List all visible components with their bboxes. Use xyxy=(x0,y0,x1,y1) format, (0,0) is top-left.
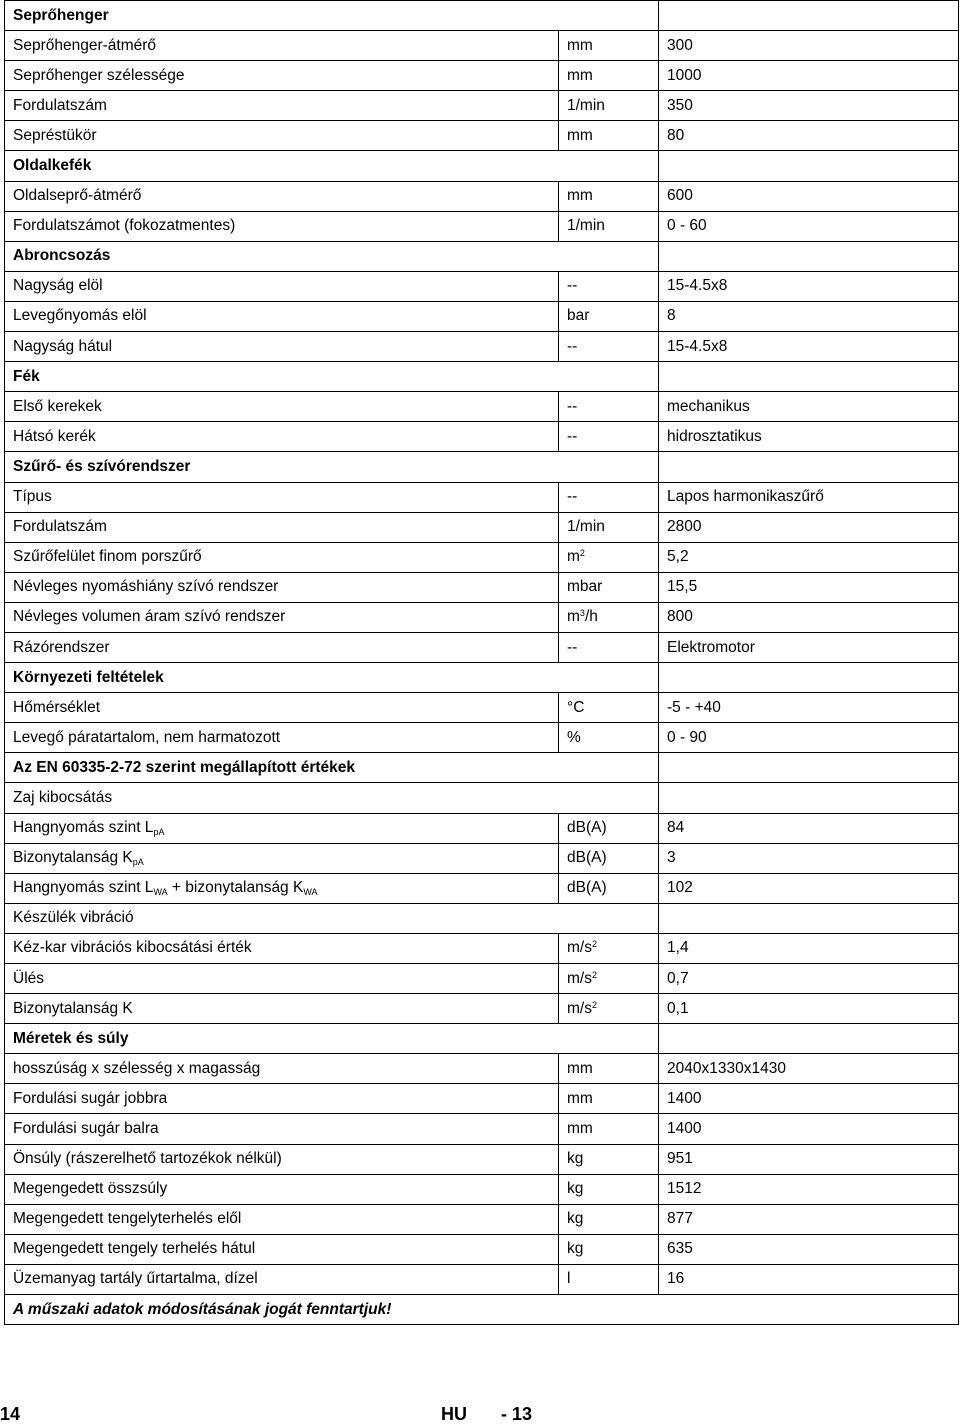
spec-label-cell xyxy=(5,964,559,994)
section-header-row xyxy=(5,1,959,31)
spec-value-cell xyxy=(659,271,959,301)
spec-value: hidrosztatikus xyxy=(667,427,762,445)
spec-value: 8 xyxy=(667,307,676,325)
spec-value-cell xyxy=(659,301,959,331)
spec-unit: m/s xyxy=(567,999,592,1017)
spec-label: Seprőhenger-átmérő xyxy=(13,36,157,54)
spec-label: Megengedett összsúly xyxy=(13,1180,168,1198)
spec-label-cell xyxy=(5,994,559,1024)
spec-row xyxy=(5,301,959,331)
spec-unit: 1/min xyxy=(567,518,605,536)
spec-label-cell xyxy=(5,542,559,572)
spec-value: 0,1 xyxy=(667,999,689,1017)
spec-unit: kg xyxy=(567,1240,584,1258)
spec-label-cell xyxy=(5,61,559,91)
spec-value-cell xyxy=(659,422,959,452)
spec-row xyxy=(5,1114,959,1144)
empty-cell xyxy=(659,1,959,31)
spec-value: 84 xyxy=(667,819,685,837)
spec-value-cell xyxy=(659,1084,959,1114)
spec-label: Névleges volumen áram szívó rendszer xyxy=(13,608,286,626)
empty-cell xyxy=(659,241,959,271)
spec-value: -5 - +40 xyxy=(667,698,721,716)
spec-label: Fordulási sugár jobbra xyxy=(13,1089,168,1107)
spec-row xyxy=(5,693,959,723)
spec-unit-cell xyxy=(559,1234,659,1264)
spec-label-cell xyxy=(5,121,559,151)
spec-value-cell xyxy=(659,964,959,994)
spec-row xyxy=(5,1144,959,1174)
spec-row xyxy=(5,542,959,572)
spec-unit-cell xyxy=(559,602,659,632)
section-title xyxy=(5,241,659,271)
spec-value-cell xyxy=(659,211,959,241)
spec-unit-superscript: 2 xyxy=(591,939,597,950)
spec-label-cell xyxy=(5,572,559,602)
section-label: Készülék vibráció xyxy=(13,909,134,927)
spec-value: 5,2 xyxy=(667,548,689,566)
section-label: Környezeti feltételek xyxy=(13,668,164,686)
spec-unit: 1/min xyxy=(567,96,605,114)
spec-unit: mm xyxy=(567,1089,593,1107)
spec-label-cell xyxy=(5,813,559,843)
spec-value-cell xyxy=(659,632,959,662)
spec-value: 15-4.5x8 xyxy=(667,337,728,355)
spec-label: Hőmérséklet xyxy=(13,698,100,716)
spec-unit-superscript: 2 xyxy=(591,999,597,1010)
spec-row xyxy=(5,121,959,151)
spec-label-cell xyxy=(5,723,559,753)
spec-label-cell xyxy=(5,873,559,903)
spec-unit-cell xyxy=(559,392,659,422)
empty-cell xyxy=(659,783,959,813)
spec-value-cell xyxy=(659,843,959,873)
spec-value: mechanikus xyxy=(667,397,750,415)
spec-unit: kg xyxy=(567,1210,584,1228)
spec-unit-cell xyxy=(559,632,659,662)
spec-unit-cell xyxy=(559,873,659,903)
spec-value: 1400 xyxy=(667,1120,702,1138)
empty-cell xyxy=(659,452,959,482)
spec-unit: dB(A) xyxy=(567,849,607,867)
spec-value-cell xyxy=(659,91,959,121)
empty-cell xyxy=(659,1024,959,1054)
spec-label-cell xyxy=(5,332,559,362)
spec-unit: mm xyxy=(567,1120,593,1138)
spec-value-cell xyxy=(659,1174,959,1204)
spec-row xyxy=(5,1174,959,1204)
spec-unit-cell xyxy=(559,723,659,753)
spec-row xyxy=(5,61,959,91)
spec-unit-cell xyxy=(559,843,659,873)
spec-label: Levegő páratartalom, nem harmatozott xyxy=(13,728,281,746)
section-title xyxy=(5,753,659,783)
spec-value-cell xyxy=(659,512,959,542)
empty-cell xyxy=(659,362,959,392)
spec-value-cell xyxy=(659,181,959,211)
spec-row xyxy=(5,271,959,301)
spec-row xyxy=(5,332,959,362)
spec-row xyxy=(5,1084,959,1114)
spec-label: Fordulatszám xyxy=(13,518,107,536)
spec-unit: mm xyxy=(567,66,593,84)
spec-label: Üzemanyag tartály űrtartalma, dízel xyxy=(13,1270,258,1288)
spec-label-cell xyxy=(5,693,559,723)
page-number: 14 xyxy=(0,1404,21,1424)
spec-unit-cell xyxy=(559,422,659,452)
spec-value-cell xyxy=(659,723,959,753)
spec-unit-cell xyxy=(559,813,659,843)
spec-label-cell xyxy=(5,181,559,211)
spec-value-cell xyxy=(659,1234,959,1264)
spec-label: Szűrőfelület finom porszűrő xyxy=(13,548,202,566)
spec-row xyxy=(5,422,959,452)
spec-value: 1,4 xyxy=(667,939,689,957)
spec-label-cell xyxy=(5,392,559,422)
spec-label: Fordulatszám xyxy=(13,96,107,114)
spec-value-cell xyxy=(659,1144,959,1174)
spec-unit-cell xyxy=(559,1054,659,1084)
disclaimer-row xyxy=(5,1295,959,1325)
spec-unit-cell xyxy=(559,1204,659,1234)
section-title xyxy=(5,1024,659,1054)
spec-unit-cell xyxy=(559,121,659,151)
sub-page-number: - 13 xyxy=(501,1404,533,1424)
spec-row xyxy=(5,1234,959,1264)
spec-label-cell xyxy=(5,301,559,331)
spec-row xyxy=(5,964,959,994)
spec-label: hosszúság x szélesség x magasság xyxy=(13,1059,261,1077)
spec-value-cell xyxy=(659,332,959,362)
technical-data-table xyxy=(4,0,959,1325)
spec-label-cell xyxy=(5,211,559,241)
spec-unit: m xyxy=(567,608,580,626)
spec-value: 350 xyxy=(667,96,693,114)
section-header-row xyxy=(5,362,959,392)
spec-label: Seprőhenger szélessége xyxy=(13,66,185,84)
spec-row xyxy=(5,392,959,422)
spec-label-cell xyxy=(5,1084,559,1114)
spec-value: 800 xyxy=(667,608,693,626)
spec-value-cell xyxy=(659,572,959,602)
subsection-header-row xyxy=(5,903,959,933)
spec-label-subscript: pA xyxy=(153,827,165,838)
spec-label: Hangnyomás szint L xyxy=(13,819,154,837)
spec-unit-cell xyxy=(559,1264,659,1294)
section-title xyxy=(5,783,659,813)
section-label: Zaj kibocsátás xyxy=(13,788,113,806)
spec-label-cell xyxy=(5,1114,559,1144)
spec-value: 2800 xyxy=(667,518,702,536)
spec-unit-cell xyxy=(559,1174,659,1204)
spec-value: 16 xyxy=(667,1270,685,1288)
section-header-row xyxy=(5,452,959,482)
section-label: Fék xyxy=(13,367,40,385)
spec-label: Önsúly (rászerelhető tartozékok nélkül) xyxy=(13,1150,282,1168)
spec-unit-cell xyxy=(559,1114,659,1144)
spec-value: Lapos harmonikaszűrő xyxy=(667,488,824,506)
spec-unit: kg xyxy=(567,1180,584,1198)
spec-value: 1400 xyxy=(667,1089,702,1107)
spec-unit-cell xyxy=(559,211,659,241)
spec-value: 80 xyxy=(667,126,685,144)
spec-label: Bizonytalanság K xyxy=(13,849,133,867)
spec-unit-cell xyxy=(559,181,659,211)
spec-label-cell xyxy=(5,632,559,662)
spec-row xyxy=(5,482,959,512)
spec-value: 3 xyxy=(667,849,676,867)
spec-label-subscript: WA xyxy=(153,887,168,898)
spec-label-continuation: + bizonytalanság K xyxy=(167,879,304,897)
spec-label-cell xyxy=(5,271,559,301)
spec-value-cell xyxy=(659,1054,959,1084)
spec-row xyxy=(5,933,959,963)
spec-row xyxy=(5,843,959,873)
spec-unit-cell xyxy=(559,301,659,331)
spec-row xyxy=(5,1204,959,1234)
spec-unit: bar xyxy=(567,307,590,325)
spec-row xyxy=(5,873,959,903)
spec-label-cell xyxy=(5,1174,559,1204)
spec-label: Típus xyxy=(13,488,52,506)
spec-row xyxy=(5,994,959,1024)
spec-label-cell xyxy=(5,31,559,61)
spec-label: Megengedett tengely terhelés hátul xyxy=(13,1240,256,1258)
spec-label: Nagyság hátul xyxy=(13,337,113,355)
spec-row xyxy=(5,31,959,61)
spec-unit: m xyxy=(567,548,580,566)
spec-label-cell xyxy=(5,1234,559,1264)
spec-unit: % xyxy=(567,728,581,746)
spec-row xyxy=(5,602,959,632)
spec-value: 0,7 xyxy=(667,969,689,987)
spec-unit-cell xyxy=(559,332,659,362)
spec-unit: -- xyxy=(567,427,578,445)
spec-label-cell xyxy=(5,91,559,121)
spec-unit-superscript: 2 xyxy=(579,548,585,559)
spec-value-cell xyxy=(659,933,959,963)
spec-unit-suffix: /h xyxy=(584,608,598,626)
section-label: Az EN 60335-2-72 szerint megállapított értékek xyxy=(13,758,355,776)
spec-unit: -- xyxy=(567,488,578,506)
spec-label-subscript: pA xyxy=(132,857,144,868)
spec-label: Hangnyomás szint L xyxy=(13,879,154,897)
spec-unit: dB(A) xyxy=(567,819,607,837)
spec-label-cell xyxy=(5,422,559,452)
spec-label-cell xyxy=(5,933,559,963)
spec-value-cell xyxy=(659,873,959,903)
section-label: Abroncsozás xyxy=(13,247,111,265)
spec-value: 15-4.5x8 xyxy=(667,277,728,295)
spec-value: Elektromotor xyxy=(667,638,755,656)
spec-unit: kg xyxy=(567,1150,584,1168)
spec-unit: dB(A) xyxy=(567,879,607,897)
spec-unit-superscript: 3 xyxy=(579,608,585,619)
spec-unit: -- xyxy=(567,277,578,295)
spec-unit-cell xyxy=(559,91,659,121)
spec-label: Rázórendszer xyxy=(13,638,110,656)
section-header-row xyxy=(5,1024,959,1054)
spec-value-cell xyxy=(659,994,959,1024)
spec-label-cell xyxy=(5,843,559,873)
spec-value: 102 xyxy=(667,879,693,897)
spec-unit: mm xyxy=(567,36,593,54)
spec-row xyxy=(5,181,959,211)
spec-label: Sepréstükör xyxy=(13,126,97,144)
section-title xyxy=(5,1,659,31)
spec-value: 951 xyxy=(667,1150,693,1168)
spec-label-cell xyxy=(5,602,559,632)
spec-unit: -- xyxy=(567,337,578,355)
spec-unit: mm xyxy=(567,187,593,205)
section-label: Oldalkefék xyxy=(13,157,92,175)
spec-value: 0 - 60 xyxy=(667,217,707,235)
spec-label-cell xyxy=(5,1204,559,1234)
disclaimer-cell xyxy=(5,1295,959,1325)
spec-unit: 1/min xyxy=(567,217,605,235)
spec-unit-cell xyxy=(559,1144,659,1174)
spec-row xyxy=(5,723,959,753)
spec-unit-cell xyxy=(559,542,659,572)
spec-unit-cell xyxy=(559,61,659,91)
section-label: Szűrő- és szívórendszer xyxy=(13,457,191,475)
spec-value-cell xyxy=(659,392,959,422)
spec-row xyxy=(5,211,959,241)
empty-cell xyxy=(659,151,959,181)
spec-unit: m/s xyxy=(567,969,592,987)
empty-cell xyxy=(659,663,959,693)
spec-label-cell xyxy=(5,1264,559,1294)
spec-unit-cell xyxy=(559,572,659,602)
spec-value-cell xyxy=(659,121,959,151)
spec-row xyxy=(5,1264,959,1294)
spec-label: Fordulatszámot (fokozatmentes) xyxy=(13,217,236,235)
spec-value-cell xyxy=(659,693,959,723)
spec-value-cell xyxy=(659,813,959,843)
spec-unit-cell xyxy=(559,271,659,301)
technical-data-body xyxy=(5,1,959,1325)
spec-unit-superscript: 2 xyxy=(591,969,597,980)
empty-cell xyxy=(659,903,959,933)
spec-unit-cell xyxy=(559,1084,659,1114)
section-title xyxy=(5,663,659,693)
spec-value-cell xyxy=(659,1114,959,1144)
language-code: HU xyxy=(441,1404,467,1424)
spec-value-cell xyxy=(659,1264,959,1294)
spec-unit: -- xyxy=(567,397,578,415)
spec-unit-cell xyxy=(559,994,659,1024)
spec-label: Kéz-kar vibrációs kibocsátási érték xyxy=(13,939,252,957)
spec-unit-cell xyxy=(559,693,659,723)
section-label: Seprőhenger xyxy=(13,6,109,24)
spec-row xyxy=(5,632,959,662)
spec-label: Levegőnyomás elöl xyxy=(13,307,147,325)
section-header-row xyxy=(5,241,959,271)
spec-unit: mm xyxy=(567,126,593,144)
spec-value: 300 xyxy=(667,36,693,54)
spec-label: Megengedett tengelyterhelés elől xyxy=(13,1210,242,1228)
spec-value: 877 xyxy=(667,1210,693,1228)
spec-unit: -- xyxy=(567,638,578,656)
section-title xyxy=(5,362,659,392)
spec-label: Ülés xyxy=(13,969,45,987)
spec-value: 15,5 xyxy=(667,578,698,596)
empty-cell xyxy=(659,753,959,783)
spec-unit-cell xyxy=(559,933,659,963)
spec-unit-cell xyxy=(559,482,659,512)
subsection-header-row xyxy=(5,783,959,813)
spec-value: 1000 xyxy=(667,66,702,84)
spec-unit: °C xyxy=(567,698,585,716)
spec-label: Oldalseprő-átmérő xyxy=(13,187,142,205)
spec-unit-cell xyxy=(559,512,659,542)
section-header-row xyxy=(5,753,959,783)
spec-row xyxy=(5,1054,959,1084)
spec-unit: mm xyxy=(567,1059,593,1077)
disclaimer-text: A műszaki adatok módosításának jogát fenntartjuk! xyxy=(13,1300,392,1318)
spec-label: Névleges nyomáshiány szívó rendszer xyxy=(13,578,279,596)
section-header-row xyxy=(5,663,959,693)
spec-row xyxy=(5,813,959,843)
spec-label-cell xyxy=(5,1144,559,1174)
section-title xyxy=(5,452,659,482)
spec-unit: l xyxy=(567,1270,571,1288)
spec-label: Nagyság elöl xyxy=(13,277,103,295)
spec-label: Hátsó kerék xyxy=(13,427,96,445)
spec-unit: mbar xyxy=(567,578,603,596)
section-title xyxy=(5,903,659,933)
spec-value-cell xyxy=(659,1204,959,1234)
spec-label-cell xyxy=(5,512,559,542)
spec-value-cell xyxy=(659,31,959,61)
spec-label-cell xyxy=(5,1054,559,1084)
spec-unit-cell xyxy=(559,964,659,994)
spec-value: 635 xyxy=(667,1240,693,1258)
spec-row xyxy=(5,91,959,121)
spec-value-cell xyxy=(659,482,959,512)
spec-value: 2040x1330x1430 xyxy=(667,1059,786,1077)
spec-value: 0 - 90 xyxy=(667,728,707,746)
section-title xyxy=(5,151,659,181)
spec-label: Fordulási sugár balra xyxy=(13,1120,159,1138)
spec-label-cell xyxy=(5,482,559,512)
spec-value-cell xyxy=(659,61,959,91)
spec-label-subscript: WA xyxy=(303,887,318,898)
spec-row xyxy=(5,572,959,602)
section-label: Méretek és súly xyxy=(13,1029,129,1047)
spec-value-cell xyxy=(659,602,959,632)
spec-label: Első kerekek xyxy=(13,397,102,415)
spec-label: Bizonytalanság K xyxy=(13,999,133,1017)
section-header-row xyxy=(5,151,959,181)
spec-row xyxy=(5,512,959,542)
spec-value: 600 xyxy=(667,187,693,205)
spec-unit-cell xyxy=(559,31,659,61)
spec-value-cell xyxy=(659,542,959,572)
spec-unit: m/s xyxy=(567,939,592,957)
spec-value: 1512 xyxy=(667,1180,702,1198)
